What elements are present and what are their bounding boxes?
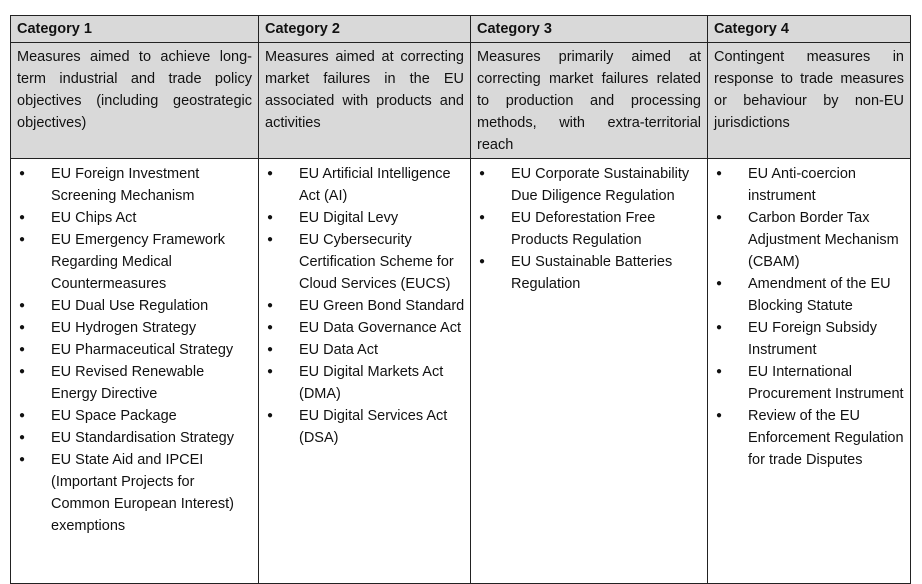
category-1-header: Category 1 <box>11 16 259 43</box>
measure-item: ● EU Foreign Subsidy Instrument <box>712 317 906 361</box>
measure-item: ● EU Chips Act <box>15 207 254 229</box>
measure-item: ● Amendment of the EU Blocking Statute <box>712 273 906 317</box>
category-2-header: Category 2 <box>259 16 471 43</box>
measures-row <box>11 159 911 584</box>
category-3-header: Category 3 <box>471 16 708 43</box>
measure-item: ● Review of the EU Enforcement Regulation for trade Disputes <box>712 405 906 471</box>
policy-measures-table <box>10 15 911 584</box>
category-4-list <box>712 163 906 471</box>
measure-item: ● EU Corporate Sustainability Due Diligence Regulation <box>475 163 703 207</box>
category-4-description: Contingent measures in response to trade measures or behaviour by non-EU jurisdictions <box>708 43 911 159</box>
description-row <box>11 43 911 159</box>
category-2-list <box>263 163 466 449</box>
measure-item: ● EU Digital Services Act (DSA) <box>263 405 466 449</box>
measure-item: ● EU Green Bond Standard <box>263 295 466 317</box>
measure-item: ● EU Cybersecurity Certification Scheme for Cloud Services (EUCS) <box>263 229 466 295</box>
category-1-measures <box>11 159 259 584</box>
category-2-measures <box>259 159 471 584</box>
measure-item: ● EU Sustainable Batteries Regulation <box>475 251 703 295</box>
measure-item: ● EU State Aid and IPCEI (Important Projects for Common European Interest) exemptions <box>15 449 254 537</box>
measure-item: ● EU Foreign Investment Screening Mechanism <box>15 163 254 207</box>
measure-item: ● EU Deforestation Free Products Regulation <box>475 207 703 251</box>
measure-item: ● EU Pharmaceutical Strategy <box>15 339 254 361</box>
category-1-list <box>15 163 254 537</box>
measure-item: ● EU Artificial Intelligence Act (AI) <box>263 163 466 207</box>
measure-item: ● EU Digital Markets Act (DMA) <box>263 361 466 405</box>
measure-item: ● EU Emergency Framework Regarding Medical Countermeasures <box>15 229 254 295</box>
measure-item: ● EU Data Governance Act <box>263 317 466 339</box>
category-1-description: Measures aimed to achieve long-term industrial and trade policy objectives (including geostrategic objectives) <box>11 43 259 159</box>
category-4-measures <box>708 159 911 584</box>
measure-item: ● Carbon Border Tax Adjustment Mechanism (CBAM) <box>712 207 906 273</box>
category-4-header: Category 4 <box>708 16 911 43</box>
header-row <box>11 16 911 43</box>
measure-item: ● EU Space Package <box>15 405 254 427</box>
measure-item: ● EU Standardisation Strategy <box>15 427 254 449</box>
measure-item: ● EU Revised Renewable Energy Directive <box>15 361 254 405</box>
measure-item: ● EU Digital Levy <box>263 207 466 229</box>
measure-item: ● EU Hydrogen Strategy <box>15 317 254 339</box>
category-2-description: Measures aimed at correcting market failures in the EU associated with products and activities <box>259 43 471 159</box>
category-3-list <box>475 163 703 295</box>
category-3-description: Measures primarily aimed at correcting market failures related to production and processing methods, with extra-territorial reach <box>471 43 708 159</box>
category-3-measures <box>471 159 708 584</box>
measure-item: ● EU Anti-coercion instrument <box>712 163 906 207</box>
measure-item: ● EU International Procurement Instrument <box>712 361 906 405</box>
measure-item: ● EU Dual Use Regulation <box>15 295 254 317</box>
measure-item: ● EU Data Act <box>263 339 466 361</box>
